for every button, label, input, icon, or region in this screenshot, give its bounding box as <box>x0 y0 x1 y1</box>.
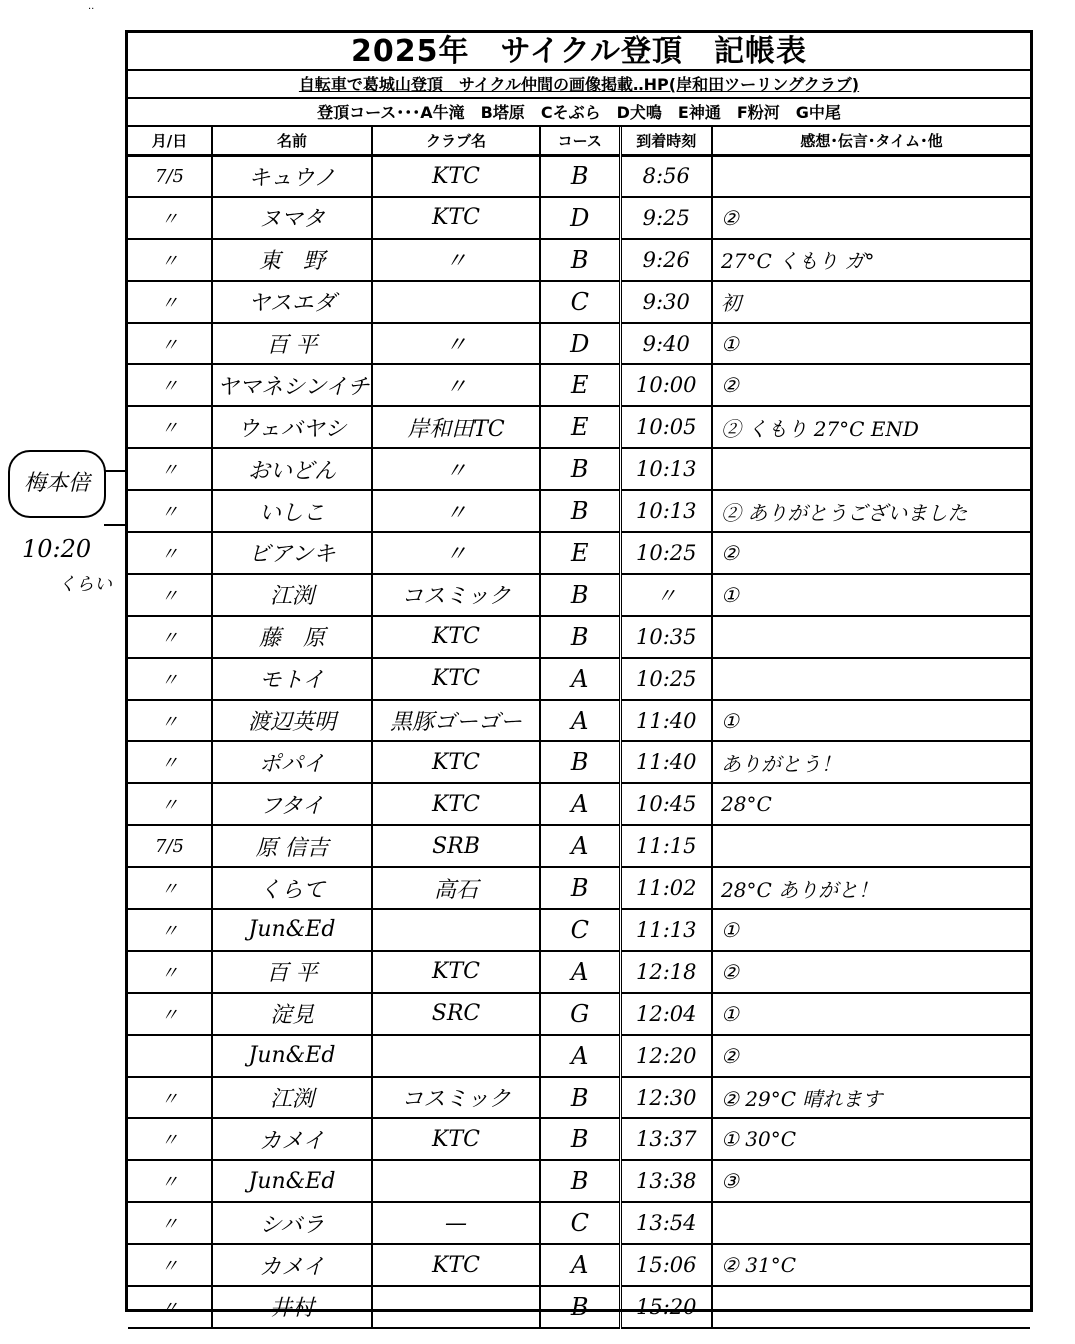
table-row <box>128 532 1030 574</box>
cell-date: 〃 <box>128 993 212 1035</box>
cell-note: ② <box>712 532 1030 574</box>
cell-name: 原 信吉 <box>212 825 372 867</box>
cell-name: 江渕 <box>212 1077 372 1119</box>
cell-time: 9:26 <box>620 239 712 281</box>
cell-course: B <box>540 1286 620 1328</box>
cell-name: ヤスエダ <box>212 281 372 323</box>
cell-time: 11:40 <box>620 700 712 742</box>
table-body <box>128 155 1030 1328</box>
cell-note: ② 29°C 晴れます <box>712 1077 1030 1119</box>
column-header-name: 名前 <box>212 127 372 155</box>
cell-time: 10:05 <box>620 406 712 448</box>
cell-club: KTC <box>372 1244 540 1286</box>
cell-course: B <box>540 574 620 616</box>
cell-club: SRB <box>372 825 540 867</box>
cell-time: 13:37 <box>620 1118 712 1160</box>
margin-time-note: 10:20 <box>22 535 92 563</box>
column-header-date: 月/日 <box>128 127 212 155</box>
cell-time: 10:45 <box>620 783 712 825</box>
table-row <box>128 909 1030 951</box>
cell-time: 15:06 <box>620 1244 712 1286</box>
cell-course: C <box>540 1202 620 1244</box>
page-subtitle: 自転車で葛城山登頂 サイクル仲間の画像掲載‥HP(岸和田ツーリングクラブ) <box>128 71 1030 99</box>
cell-club: KTC <box>372 1118 540 1160</box>
cell-club: KTC <box>372 616 540 658</box>
cell-date: 7/5 <box>128 825 212 867</box>
cell-club: コスミック <box>372 574 540 616</box>
table-row <box>128 993 1030 1035</box>
cell-name: 淀見 <box>212 993 372 1035</box>
cell-time: 11:02 <box>620 867 712 909</box>
cell-name: ヌマタ <box>212 197 372 239</box>
table-row <box>128 1160 1030 1202</box>
cell-course: A <box>540 783 620 825</box>
cell-club <box>372 1160 540 1202</box>
cell-name: 東 野 <box>212 239 372 281</box>
cell-time: 12:04 <box>620 993 712 1035</box>
cell-time: 12:20 <box>620 1035 712 1077</box>
cell-name: カメイ <box>212 1244 372 1286</box>
cell-course: C <box>540 909 620 951</box>
table-row <box>128 700 1030 742</box>
margin-bubble-text: 梅本倍 <box>23 471 90 496</box>
table-row <box>128 1035 1030 1077</box>
cell-course: G <box>540 993 620 1035</box>
cell-course: D <box>540 323 620 365</box>
cell-course: A <box>540 1244 620 1286</box>
margin-approx-note: くらい <box>58 574 112 595</box>
cell-note <box>712 155 1030 197</box>
cell-date: 〃 <box>128 783 212 825</box>
cell-club: — <box>372 1202 540 1244</box>
cell-time: 11:15 <box>620 825 712 867</box>
cell-date: 〃 <box>128 1202 212 1244</box>
cell-course: B <box>540 1077 620 1119</box>
table-row <box>128 448 1030 490</box>
corner-mark: ·· <box>88 4 95 15</box>
table-row <box>128 239 1030 281</box>
table-row <box>128 1202 1030 1244</box>
cell-club: 〃 <box>372 448 540 490</box>
page-title: 2025年 サイクル登頂 記帳表 <box>128 33 1030 71</box>
cell-time: 12:30 <box>620 1077 712 1119</box>
cell-date: 〃 <box>128 700 212 742</box>
cell-date: 〃 <box>128 281 212 323</box>
cell-time: 9:40 <box>620 323 712 365</box>
cell-note <box>712 1202 1030 1244</box>
cell-date: 〃 <box>128 951 212 993</box>
cell-time: 13:54 <box>620 1202 712 1244</box>
cell-time: 12:18 <box>620 951 712 993</box>
cell-time: 〃 <box>620 574 712 616</box>
table-row <box>128 1244 1030 1286</box>
cell-note: ② <box>712 1035 1030 1077</box>
cell-date: 〃 <box>128 1244 212 1286</box>
cell-club: KTC <box>372 197 540 239</box>
cell-date: 〃 <box>128 406 212 448</box>
margin-bubble-tail <box>104 470 126 526</box>
cell-club: SRC <box>372 993 540 1035</box>
cell-name: ビアンキ <box>212 532 372 574</box>
registration-table <box>128 127 1030 1329</box>
cell-club: KTC <box>372 658 540 700</box>
table-row <box>128 197 1030 239</box>
cell-time: 9:30 <box>620 281 712 323</box>
cell-note: ② <box>712 197 1030 239</box>
cell-time: 13:38 <box>620 1160 712 1202</box>
cell-course: B <box>540 1118 620 1160</box>
cell-course: D <box>540 197 620 239</box>
table-row <box>128 406 1030 448</box>
cell-course: C <box>540 281 620 323</box>
table-row <box>128 783 1030 825</box>
table-row <box>128 616 1030 658</box>
cell-club: コスミック <box>372 1077 540 1119</box>
table-row <box>128 155 1030 197</box>
cell-name: フタイ <box>212 783 372 825</box>
column-header-club: クラブ名 <box>372 127 540 155</box>
cell-course: B <box>540 448 620 490</box>
cell-club: 高石 <box>372 867 540 909</box>
cell-club: 〃 <box>372 239 540 281</box>
cell-name: 井村 <box>212 1286 372 1328</box>
cell-club: 〃 <box>372 490 540 532</box>
cell-course: B <box>540 490 620 532</box>
cell-date: 〃 <box>128 239 212 281</box>
cell-date: 〃 <box>128 197 212 239</box>
table-row <box>128 490 1030 532</box>
cell-note: ② <box>712 364 1030 406</box>
cell-course: A <box>540 658 620 700</box>
cell-course: A <box>540 700 620 742</box>
cell-course: B <box>540 239 620 281</box>
cell-name: 百 平 <box>212 951 372 993</box>
cell-club <box>372 281 540 323</box>
cell-date: 〃 <box>128 490 212 532</box>
cell-note: ② くもり 27°C END <box>712 406 1030 448</box>
cell-name: 藤 原 <box>212 616 372 658</box>
cell-note <box>712 1286 1030 1328</box>
table-row <box>128 825 1030 867</box>
cell-course: B <box>540 616 620 658</box>
cell-club: KTC <box>372 741 540 783</box>
cell-club: 黒豚ゴーゴー <box>372 700 540 742</box>
course-legend: 登頂コース･･･A牛滝 B塔原 Cそぶら D犬鳴 E神通 F粉河 G中尾 <box>128 99 1030 127</box>
table-row <box>128 281 1030 323</box>
cell-club: KTC <box>372 951 540 993</box>
column-header-course: コース <box>540 127 620 155</box>
cell-name: くらて <box>212 867 372 909</box>
cell-club <box>372 909 540 951</box>
cell-name: ポパイ <box>212 741 372 783</box>
cell-name: カメイ <box>212 1118 372 1160</box>
table-row <box>128 741 1030 783</box>
cell-note: 27°C くもり ガ° <box>712 239 1030 281</box>
cell-date: 7/5 <box>128 155 212 197</box>
cell-club: KTC <box>372 783 540 825</box>
cell-name: モトイ <box>212 658 372 700</box>
cell-note: ③ <box>712 1160 1030 1202</box>
cell-course: B <box>540 867 620 909</box>
cell-name: 江渕 <box>212 574 372 616</box>
cell-date: 〃 <box>128 323 212 365</box>
cell-club: 〃 <box>372 532 540 574</box>
cell-note <box>712 825 1030 867</box>
cell-name: Jun&Ed <box>212 1160 372 1202</box>
cell-course: E <box>540 532 620 574</box>
cell-date: 〃 <box>128 574 212 616</box>
cell-date: 〃 <box>128 532 212 574</box>
cell-date: 〃 <box>128 909 212 951</box>
cell-date: 〃 <box>128 448 212 490</box>
cell-note: ① <box>712 993 1030 1035</box>
cell-time: 11:13 <box>620 909 712 951</box>
cell-time: 11:40 <box>620 741 712 783</box>
cell-date <box>128 1035 212 1077</box>
cell-time: 10:13 <box>620 490 712 532</box>
table-row <box>128 658 1030 700</box>
cell-date: 〃 <box>128 1160 212 1202</box>
table-row <box>128 1118 1030 1160</box>
cell-name: ヤマネシンイチ <box>212 364 372 406</box>
cell-course: E <box>540 364 620 406</box>
table-row <box>128 1077 1030 1119</box>
cell-name: Jun&Ed <box>212 1035 372 1077</box>
cell-note: ② ありがとうございました <box>712 490 1030 532</box>
cell-club: 〃 <box>372 364 540 406</box>
registration-sheet <box>125 30 1033 1322</box>
cell-note: ① <box>712 909 1030 951</box>
cell-date: 〃 <box>128 1077 212 1119</box>
table-row <box>128 951 1030 993</box>
cell-name: 百 平 <box>212 323 372 365</box>
cell-course: A <box>540 1035 620 1077</box>
table-row <box>128 1286 1030 1328</box>
cell-time: 10:00 <box>620 364 712 406</box>
cell-note <box>712 448 1030 490</box>
cell-note: ① <box>712 323 1030 365</box>
cell-date: 〃 <box>128 616 212 658</box>
cell-course: B <box>540 1160 620 1202</box>
cell-note: ① <box>712 700 1030 742</box>
cell-time: 8:56 <box>620 155 712 197</box>
cell-time: 9:25 <box>620 197 712 239</box>
column-header-time: 到着時刻 <box>620 127 712 155</box>
cell-course: A <box>540 951 620 993</box>
cell-note: ② <box>712 951 1030 993</box>
cell-date: 〃 <box>128 867 212 909</box>
cell-note: ① <box>712 574 1030 616</box>
cell-course: E <box>540 406 620 448</box>
cell-note: 初 <box>712 281 1030 323</box>
cell-name: キュウノ <box>212 155 372 197</box>
table-row <box>128 867 1030 909</box>
cell-date: 〃 <box>128 364 212 406</box>
cell-club <box>372 1035 540 1077</box>
cell-note: ② 31°C <box>712 1244 1030 1286</box>
cell-club: KTC <box>372 155 540 197</box>
cell-date: 〃 <box>128 658 212 700</box>
cell-time: 10:13 <box>620 448 712 490</box>
table-header-row <box>128 127 1030 155</box>
cell-course: B <box>540 741 620 783</box>
cell-note: 28°C ありがと！ <box>712 867 1030 909</box>
cell-course: A <box>540 825 620 867</box>
cell-name: 渡辺英明 <box>212 700 372 742</box>
table-row <box>128 323 1030 365</box>
margin-speech-bubble <box>8 450 106 518</box>
cell-date: 〃 <box>128 1286 212 1328</box>
cell-time: 10:35 <box>620 616 712 658</box>
cell-course: B <box>540 155 620 197</box>
cell-time: 10:25 <box>620 658 712 700</box>
cell-note: 28°C <box>712 783 1030 825</box>
cell-time: 10:25 <box>620 532 712 574</box>
cell-club <box>372 1286 540 1328</box>
cell-name: いしこ <box>212 490 372 532</box>
cell-club: 岸和田TC <box>372 406 540 448</box>
cell-club: 〃 <box>372 323 540 365</box>
table-row <box>128 364 1030 406</box>
cell-name: Jun&Ed <box>212 909 372 951</box>
cell-name: ウェバヤシ <box>212 406 372 448</box>
column-header-note: 感想･伝言･タイム･他 <box>712 127 1030 155</box>
cell-note <box>712 616 1030 658</box>
cell-name: シバラ <box>212 1202 372 1244</box>
cell-date: 〃 <box>128 1118 212 1160</box>
cell-note: ① 30°C <box>712 1118 1030 1160</box>
cell-note: ありがとう！ <box>712 741 1030 783</box>
table-row <box>128 574 1030 616</box>
cell-name: おいどん <box>212 448 372 490</box>
cell-date: 〃 <box>128 741 212 783</box>
cell-time: 15:20 <box>620 1286 712 1328</box>
cell-note <box>712 658 1030 700</box>
